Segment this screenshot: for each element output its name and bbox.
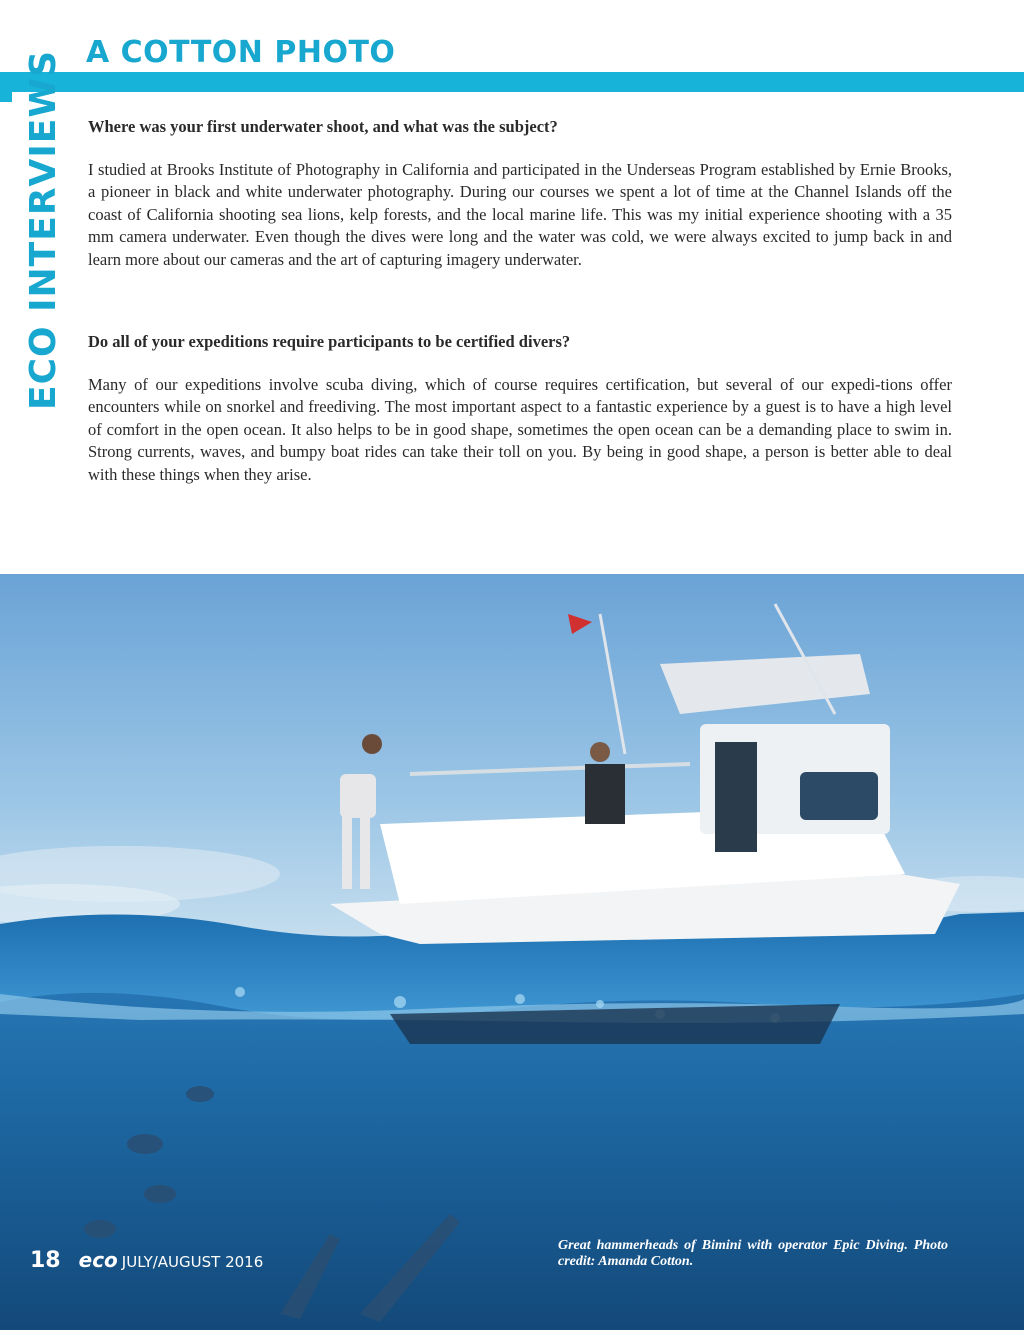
boat-split-photo [0, 574, 1024, 1330]
magazine-logo: eco [78, 1248, 118, 1272]
page-footer [30, 1248, 263, 1273]
section-label: ECO INTERVIEWS [23, 49, 64, 410]
interview-article [88, 116, 952, 486]
answer-1: I studied at Brooks Institute of Photography in California and participated in the Underseas Program established by Ernie Brooks, a pioneer in black and white underwater photography. During our courses we spent a lot of time at the Channel Islands off the coast of California shooting sea lions, kelp forests, and the local marine life. This was my initial experience shooting with a 35 mm camera underwater. Even though the dives were long and the water was cold, we were always excited to jump back in and learn more about our cameras and the art of capturing imagery underwater. [88, 159, 952, 269]
issue-date: JULY/AUGUST 2016 [121, 1253, 264, 1271]
header-accent-bar [0, 72, 1024, 92]
page-number: 18 [30, 1248, 61, 1273]
answer-2: Many of our expeditions involve scuba diving, which of course requires certification, but several of our expedi-tions offer encounters while on snorkel and freediving. The most important aspect to a fantastic experience by a guest is to have a high level of comfort in the open ocean. It also helps to be in good shape, sometimes the open ocean can be a demanding place to swim in. Strong currents, waves, and bumpy boat rides can take their toll on you. By being in good shape, a person is better able to deal with these things when they arise. [88, 374, 952, 484]
question-2: Do all of your expeditions require participants to be certified divers? [88, 332, 571, 351]
question-1: Where was your first underwater shoot, and what was the subject? [88, 117, 558, 136]
header-accent-notch [0, 92, 12, 102]
photo-caption: Great hammerheads of Bimini with operator Epic Diving. Photo credit: Amanda Cotton. [558, 1238, 948, 1269]
page-title: A COTTON PHOTO [86, 35, 396, 70]
